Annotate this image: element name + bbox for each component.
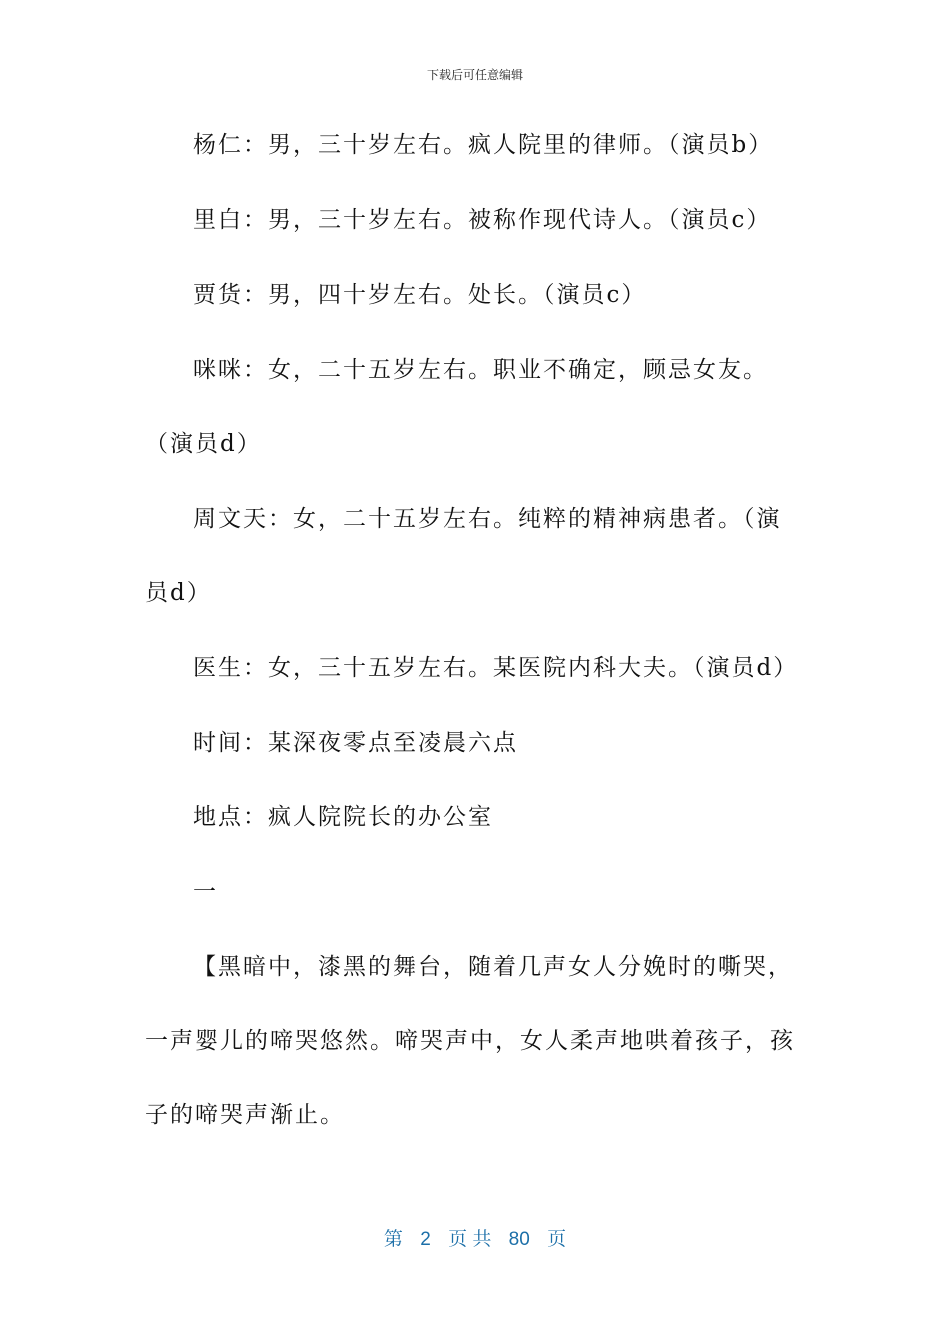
- footer-prefix: 第: [383, 1229, 403, 1250]
- footer-page-number: 2: [420, 1229, 431, 1250]
- act-heading: 一: [193, 879, 218, 905]
- character-libai: 里白：男，三十岁左右。被称作现代诗人。（演员c）: [193, 207, 772, 233]
- character-zhouwentian: 周文天：女，二十五岁左右。纯粹的精神病患者。（演员d）: [145, 506, 782, 606]
- stage-direction: 【黑暗中，漆黑的舞台，随着几声女人分娩时的嘶哭，一声婴儿的啼哭悠然。啼哭声中，女人柔声地哄着孩子，孩子的啼哭声渐止。: [145, 954, 795, 1128]
- footer-middle: 页 共: [448, 1229, 492, 1250]
- location-line: 地点：疯人院院长的办公室: [193, 804, 493, 830]
- character-jiahuo: 贾货：男，四十岁左右。处长。（演员c）: [193, 282, 647, 308]
- character-doctor: 医生：女，三十五岁左右。某医院内科大夫。（演员d）: [193, 655, 799, 681]
- character-mimi: 咪咪：女，二十五岁左右。职业不确定，顾忌女友。（演员d）: [145, 357, 768, 457]
- footer-total-pages: 80: [508, 1229, 530, 1250]
- time-line: 时间：某深夜零点至凌晨六点: [193, 730, 518, 756]
- character-yangren: 杨仁：男，三十岁左右。疯人院里的律师。（演员b）: [193, 132, 774, 158]
- page-header: 下载后可任意编辑: [426, 68, 523, 82]
- page-footer: [0, 1224, 950, 1251]
- footer-suffix: 页: [547, 1229, 567, 1250]
